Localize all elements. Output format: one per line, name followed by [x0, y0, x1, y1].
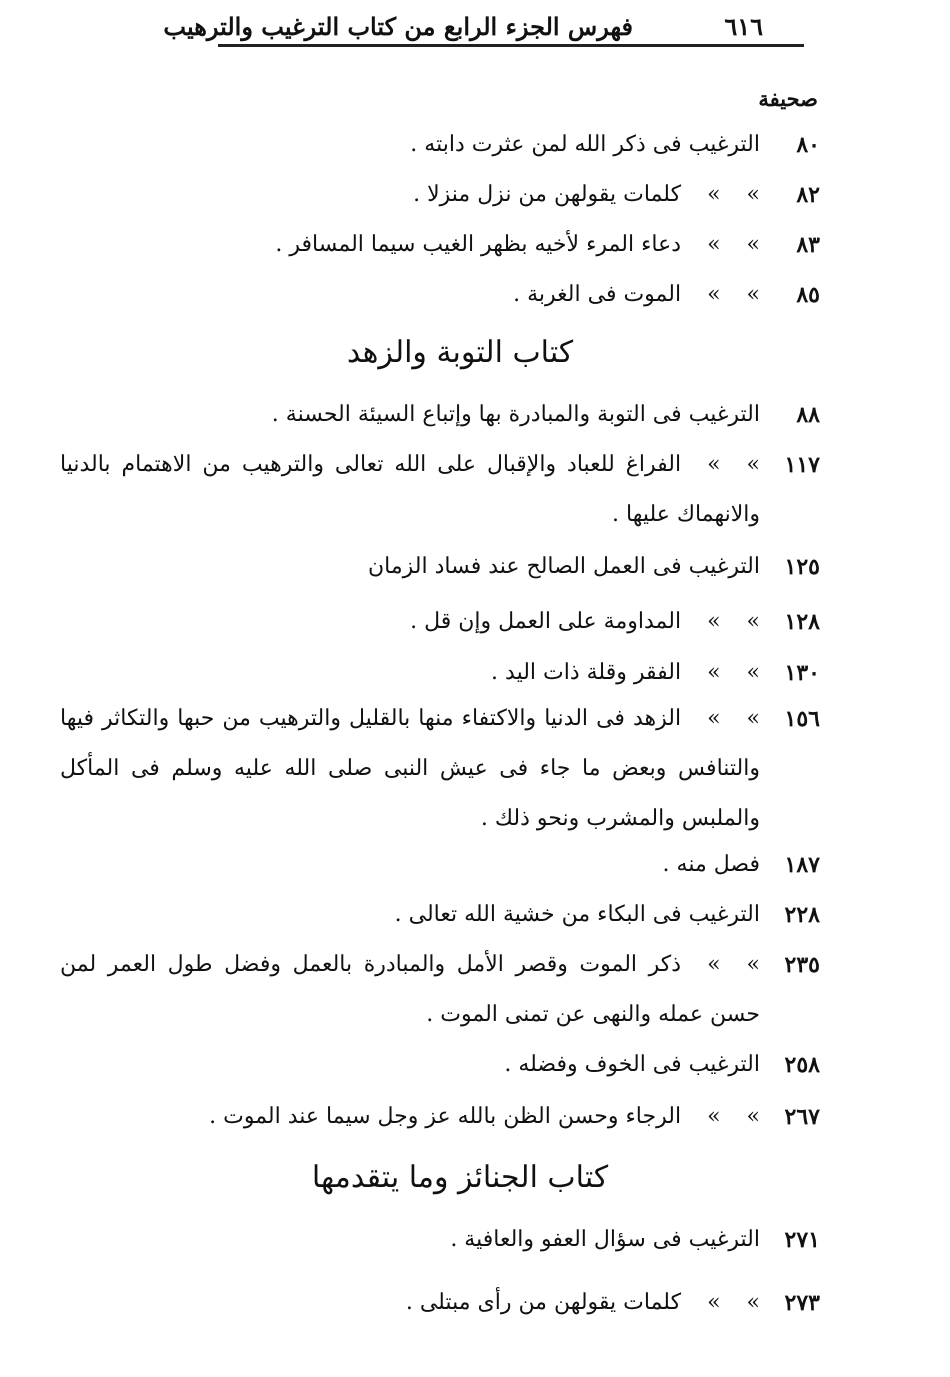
index-entry: [60, 890, 820, 940]
index-entry: [60, 220, 820, 270]
ditto-mark: »: [707, 232, 721, 257]
column-heading: صحيفة: [758, 86, 818, 111]
index-entry: [60, 170, 820, 220]
ditto-mark: »: [746, 952, 760, 977]
index-entry: [60, 648, 820, 698]
entry-text: الزهد فى الدنيا والاكتفاء منها بالقليل والترهيب من حبها والتكاثر فيها والتنافس وبعض ما جاء فى عيش النبى صلى الله عليه وسلم فى المأكل والملبس والمشرب ونحو ذلك .: [60, 706, 760, 831]
ditto-mark: »: [707, 282, 721, 307]
ditto-mark: »: [746, 1104, 760, 1129]
ditto-mark: »: [707, 609, 721, 634]
entry-page-number: ١٣٠: [784, 660, 820, 686]
entry-text: الترغيب فى سؤال العفو والعافية .: [450, 1227, 760, 1252]
entry-page-number: ٢٣٥: [784, 952, 820, 978]
ditto-mark: »: [746, 660, 760, 685]
ditto-mark: »: [746, 706, 760, 731]
page-header: [163, 8, 803, 42]
entry-page-number: ٨٠: [796, 132, 820, 158]
index-entry: [60, 440, 820, 540]
entry-text: دعاء المرء لأخيه بظهر الغيب سيما المسافر .: [275, 232, 682, 257]
entry-text: الرجاء وحسن الظن بالله عز وجل سيما عند الموت .: [209, 1104, 682, 1129]
entry-page-number: ٢٥٨: [784, 1052, 820, 1078]
ditto-mark: »: [707, 1104, 721, 1129]
entry-page-number: ٨٨: [796, 402, 820, 428]
entry-text: الترغيب فى التوبة والمبادرة بها وإتباع السيئة الحسنة .: [271, 402, 760, 427]
index-entry: [60, 1215, 820, 1265]
index-entry: [60, 597, 820, 647]
entry-page-number: ١٢٥: [784, 554, 820, 580]
running-title: فهرس الجزء الرابع من كتاب الترغيب والترهيب: [163, 12, 633, 41]
entry-text: كلمات يقولهن من رأى مبتلى .: [405, 1290, 682, 1315]
header-rule: [218, 44, 804, 47]
entry-text: فصل منه .: [662, 852, 760, 877]
page-number: ٦١٦: [724, 12, 763, 41]
index-entry: [60, 542, 820, 592]
entry-page-number: ٨٥: [796, 282, 820, 308]
ditto-mark: »: [746, 282, 760, 307]
ditto-mark: »: [707, 452, 721, 477]
ditto-mark: »: [707, 660, 721, 685]
ditto-mark: »: [707, 952, 721, 977]
entry-page-number: ٨٢: [796, 182, 820, 208]
ditto-mark: »: [707, 182, 721, 207]
entry-text: الترغيب فى ذكر الله لمن عثرت دابته .: [410, 132, 760, 157]
entry-text: الترغيب فى البكاء من خشية الله تعالى .: [394, 902, 760, 927]
entry-text: الموت فى الغربة .: [513, 282, 682, 307]
index-entry: [60, 694, 820, 844]
ditto-mark: »: [707, 706, 721, 731]
index-entry: [60, 1092, 820, 1142]
index-entry: [60, 1040, 820, 1090]
index-entry: [60, 270, 820, 320]
entry-text: الفقر وقلة ذات اليد .: [491, 660, 682, 685]
entry-page-number: ١٢٨: [784, 609, 820, 635]
index-entry: [60, 390, 820, 440]
entry-page-number: ٢٧٣: [784, 1290, 820, 1316]
entry-page-number: ١١٧: [784, 452, 820, 478]
entry-page-number: ١٨٧: [784, 852, 820, 878]
entry-text: ذكر الموت وقصر الأمل والمبادرة بالعمل وفضل طول العمر لمن حسن عمله والنهى عن تمنى الموت .: [60, 952, 760, 1027]
ditto-mark: »: [746, 452, 760, 477]
index-entry: [60, 940, 820, 1040]
ditto-mark: »: [746, 232, 760, 257]
entry-page-number: ٨٣: [796, 232, 820, 258]
ditto-mark: »: [746, 609, 760, 634]
entry-text: الفراغ للعباد والإقبال على الله تعالى والترهيب من الاهتمام بالدنيا والانهماك عليها .: [60, 452, 760, 527]
entry-page-number: ٢٧١: [784, 1227, 820, 1253]
ditto-mark: »: [707, 1290, 721, 1315]
entry-text: الترغيب فى العمل الصالح عند فساد الزمان: [367, 554, 760, 579]
section-title: كتاب الجنائز وما يتقدمها: [311, 1160, 609, 1195]
index-entry: [60, 840, 820, 890]
index-entry: [60, 1278, 820, 1328]
entry-page-number: ١٥٦: [784, 706, 820, 732]
section-title: كتاب التوبة والزهد: [346, 335, 574, 370]
entry-text: كلمات يقولهن من نزل منزلا .: [413, 182, 682, 207]
entry-text: الترغيب فى الخوف وفضله .: [504, 1052, 760, 1077]
ditto-mark: »: [746, 182, 760, 207]
entry-page-number: ٢٦٧: [784, 1104, 820, 1130]
entry-text: المداومة على العمل وإن قل .: [410, 609, 682, 634]
entry-page-number: ٢٢٨: [784, 902, 820, 928]
index-entry: [60, 120, 820, 170]
ditto-mark: »: [746, 1290, 760, 1315]
